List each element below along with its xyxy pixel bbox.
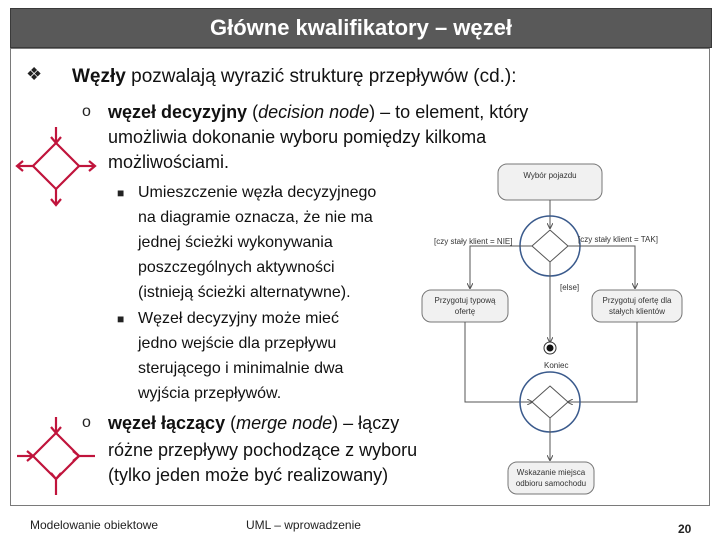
point2-line4: wyjścia przepływów. bbox=[138, 385, 282, 402]
sub2-bold: węzeł łączący bbox=[108, 413, 226, 433]
sub2-rest: ) – łączy bbox=[332, 413, 400, 433]
sub2-paren: ( bbox=[225, 413, 237, 433]
square-bullet-icon: ■ bbox=[117, 186, 125, 200]
sub2-line3: (tylko jeden może być realizowany) bbox=[108, 465, 389, 485]
diagram-merge-diamond bbox=[532, 386, 568, 418]
page-number: 20 bbox=[678, 522, 692, 536]
activity-diagram bbox=[420, 150, 710, 505]
sub1-line3: możliwościami. bbox=[108, 152, 230, 172]
sub1-line1 bbox=[108, 101, 528, 124]
sub2-line1 bbox=[108, 412, 399, 435]
footer-left: Modelowanie obiektowe bbox=[30, 518, 159, 532]
guard-right-label: [czy stały klient = TAK] bbox=[578, 235, 658, 244]
sub-bullet-circle-icon: o bbox=[82, 103, 91, 120]
action-top-label: Wybór pojazdu bbox=[523, 171, 577, 180]
point2-line1: Węzeł decyzyjny może mieć bbox=[138, 310, 339, 327]
final-node-inner bbox=[547, 345, 554, 352]
sub1-bold: węzeł decyzyjny bbox=[108, 102, 248, 122]
sub2-line2: różne przepływy pochodzące z wyboru bbox=[108, 440, 418, 460]
guard-left-label: [czy stały klient = NIE] bbox=[434, 237, 513, 246]
main-bullet-bold: Węzły bbox=[72, 66, 126, 87]
square-bullet-icon: ■ bbox=[117, 312, 125, 326]
action-bottom-line2: odbioru samochodu bbox=[515, 479, 587, 488]
action-right-line2: stałych klientów bbox=[608, 307, 666, 316]
footer-center: UML – wprowadzenie bbox=[246, 518, 361, 532]
diagram-decision-diamond bbox=[532, 230, 568, 262]
point1-line1: Umieszczenie węzła decyzyjnego bbox=[138, 184, 377, 201]
action-box-left bbox=[422, 290, 508, 322]
point1-line3: jednej ścieżki wykonywania bbox=[138, 234, 333, 251]
sub2-italic: merge node bbox=[236, 413, 333, 433]
point2-line3: sterującego i minimalnie dwa bbox=[138, 360, 344, 377]
action-box-top bbox=[498, 164, 602, 200]
action-box-bottom bbox=[508, 462, 594, 494]
action-box-right bbox=[592, 290, 682, 322]
slide-title: Główne kwalifikatory – węzeł bbox=[210, 15, 512, 40]
merge-node-icon bbox=[15, 415, 97, 497]
sub1-rest: ) – to element, który bbox=[369, 102, 529, 122]
sub1-paren: ( bbox=[247, 102, 259, 122]
action-bottom-line1: Wskazanie miejsca bbox=[516, 468, 586, 477]
point1-line5: (istnieją ścieżki alternatywne). bbox=[138, 284, 351, 301]
slide-title-bar bbox=[10, 8, 712, 48]
action-left-line1: Przygotuj typową bbox=[434, 296, 496, 305]
point2-line2: jedno wejście dla przepływu bbox=[138, 335, 337, 352]
decision-node-icon bbox=[15, 125, 97, 207]
point1-line2: na diagramie oznacza, że nie ma bbox=[138, 209, 373, 226]
sub-bullet-circle-icon: o bbox=[82, 414, 91, 431]
point1-line4: poszczególnych aktywności bbox=[138, 259, 335, 276]
bullet-diamond-icon: ❖ bbox=[26, 64, 43, 84]
final-label: Koniec bbox=[544, 361, 569, 370]
sub1-line2: umożliwia dokonanie wyboru pomiędzy kilkoma bbox=[108, 127, 487, 147]
action-right-line1: Przygotuj ofertę dla bbox=[602, 296, 672, 305]
sub1-italic: decision node bbox=[258, 102, 370, 122]
action-left-line2: ofertę bbox=[454, 307, 476, 316]
main-bullet-rest: pozwalają wyrazić strukturę przepływów (cd.): bbox=[125, 66, 517, 87]
else-label: [else] bbox=[560, 283, 580, 292]
main-bullet-text bbox=[72, 66, 517, 88]
